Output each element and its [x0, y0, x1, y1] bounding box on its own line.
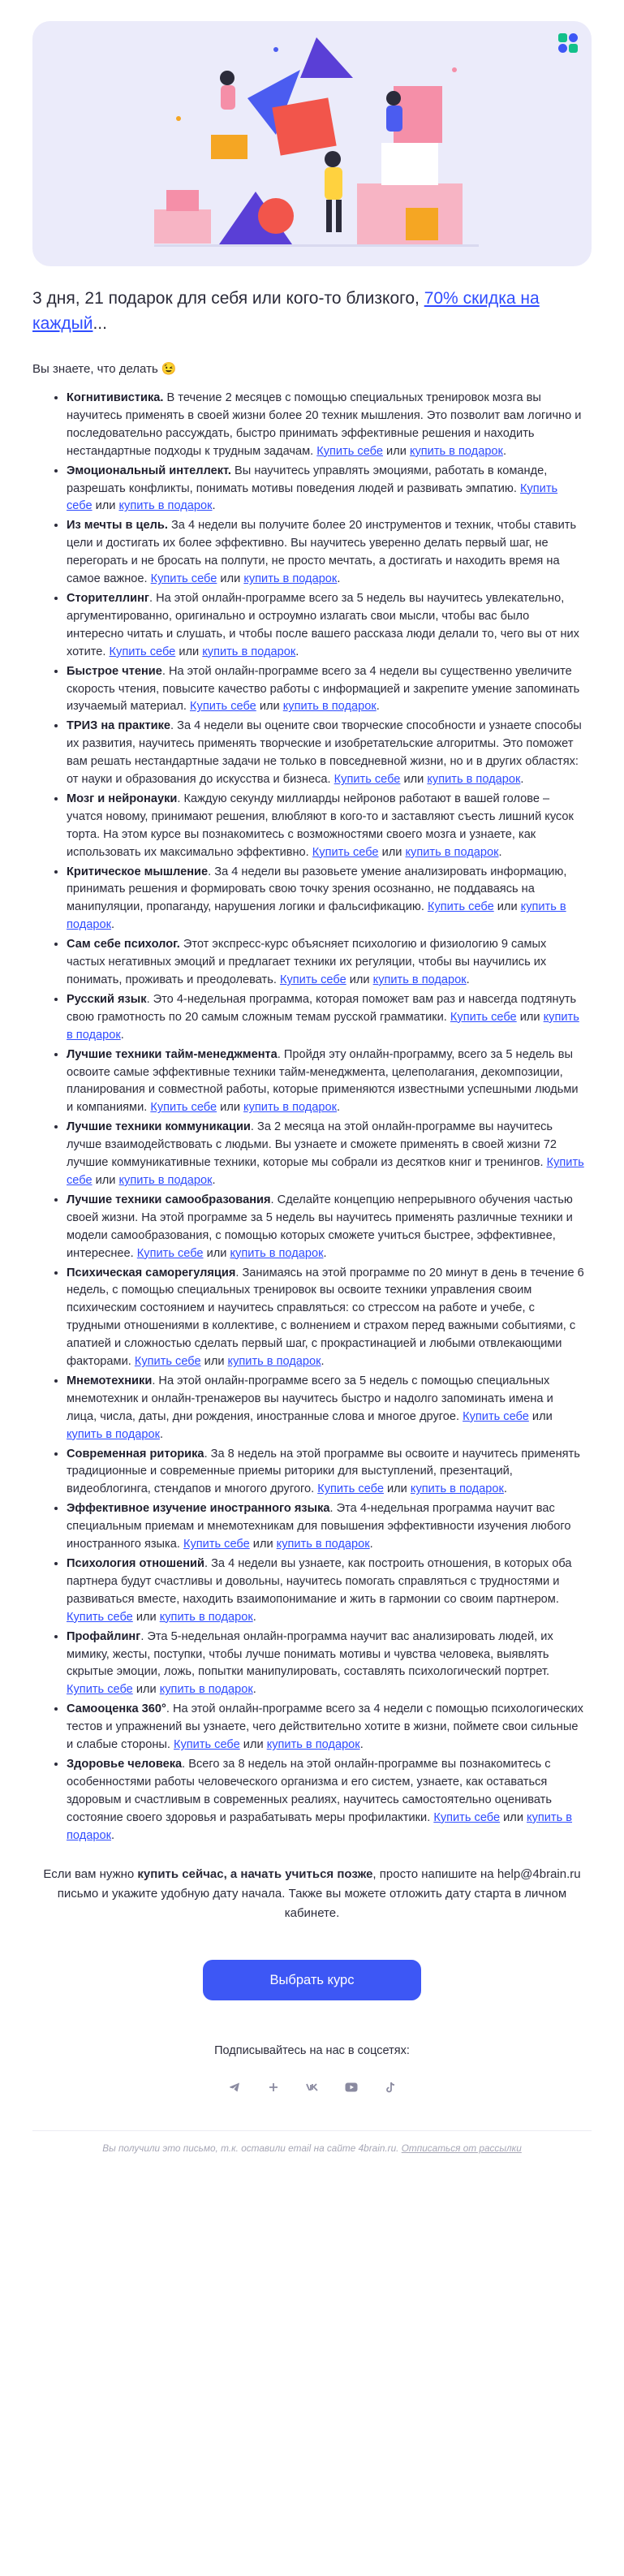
people-building-blocks-illustration — [32, 21, 592, 266]
or-text: или — [132, 1683, 160, 1697]
course-description: . За 8 недель на этой программе вы освоите и научитесь применять традиционные и современные приемы риторики для выступлений, презентаций, видеоблогинга, стендапов и многого другого. — [67, 1447, 580, 1496]
buy-gift-link[interactable]: купить в подарок — [243, 572, 338, 586]
buy-gift-link[interactable]: купить в подарок — [227, 1355, 321, 1369]
course-description: . Каждую секунду миллиарды нейронов работают в вашей голове – учатся новому, принимают решения, влюбляют в кого-то и заставляют съесть лишний кусок торта. На этом курсе вы познакомитесь с возможностями своего мозга и узнаете, как использовать их максимально эффективно. — [67, 792, 574, 859]
course-description: . На этой онлайн-программе всего за 5 недель вы научитесь увлекательно, аргументированно, оригинально и остроумно излагать свои мысли, чтобы вас было интересно читать и слушать, и чтобы после вашего рассказа люди делали то, чего вы от них хотите. — [67, 591, 579, 658]
period: . — [120, 1028, 124, 1042]
hero-banner — [32, 21, 592, 266]
buy-self-link[interactable]: Купить себе — [67, 1610, 133, 1624]
course-item — [67, 1629, 586, 1700]
course-title: Психическая саморегуляция — [67, 1266, 236, 1279]
course-description: В течение 2 месяцев с помощью специальных тренировок мозга вы научитесь применять в своей жизни более 20 техник мышления. Это позволит вам логично и последовательно рассуждать, быстро принимать эффективные решения и находить нестандартные подходы к трудным задачам. — [67, 391, 582, 458]
course-title: Мнемотехники — [67, 1374, 153, 1387]
course-description: . За 4 недели вы оцените свои творческие способности и узнаете способы их развития, научитесь применять творческие и изобретательские алгоритмы. Это поможет вам решать нестандартные задачи не только в повседневной жизни, но и в других областях: от науки и образования до искусства и бизнеса. — [67, 719, 582, 787]
course-description: . На этой онлайн-программе всего за 4 недели с помощью психологических тестов и упражнений вы узнаете, чего действительно хотите в жизни, поймете свои сильные и слабые стороны. — [67, 1702, 583, 1752]
buy-gift-link[interactable]: купить в подарок — [67, 1810, 573, 1842]
course-item — [67, 991, 586, 1045]
or-text: или — [132, 1610, 160, 1624]
or-text: или — [92, 499, 119, 513]
course-item — [67, 1446, 586, 1499]
buy-gift-link[interactable]: купить в подарок — [276, 1538, 370, 1551]
cta-pre: Если вам нужно — [43, 1866, 138, 1881]
buy-self-link[interactable]: Купить себе — [317, 1482, 384, 1496]
tiktok-icon[interactable] — [381, 2078, 399, 2096]
or-text: или — [383, 444, 410, 458]
course-title: Критическое мышление — [67, 865, 209, 878]
course-description: . На этой онлайн-программе всего за 4 недели вы существенно увеличите скорость чтения, повысите качество работы с информацией и закрепите умение запоминать изучаемый материал. — [67, 664, 580, 714]
discount-link[interactable]: 70% скидка на каждый — [32, 289, 540, 333]
period: . — [110, 1828, 115, 1842]
buy-self-link[interactable]: Купить себе — [183, 1538, 250, 1551]
or-text: или — [500, 1810, 527, 1824]
period: . — [337, 572, 341, 586]
course-description: . За 2 месяца на этой онлайн-программе вы научитесь лучше взаимодействовать с людьми. Вы узнаете и сможете применять в своей жизни 72 лучшие коммуникативные техники, которые мы собрали из десятков книг и тренингов. — [67, 1120, 557, 1170]
course-title: Современная риторика — [67, 1447, 204, 1461]
buy-gift-link[interactable]: купить в подарок — [266, 1738, 360, 1752]
unsubscribe-link[interactable]: Отписаться от рассылки — [401, 2142, 522, 2154]
or-text: или — [383, 1482, 411, 1496]
subscribe-text: Подписывайтесь на нас в соцсетях: — [214, 2043, 410, 2057]
or-text: или — [528, 1409, 553, 1423]
course-description: . Всего за 8 недель на этой онлайн-программе вы познакомитесь с особенностями работы человеческого организма и его систем, узнаете, как оставаться здоровым и счастливым в современных реалиях, научитесь самостоятельно оценивать состояние своего здоровья и разрабатывать меры профилактики. — [67, 1757, 552, 1824]
course-item — [67, 864, 586, 935]
or-text: или — [249, 1538, 277, 1551]
or-text: или — [378, 845, 406, 859]
course-description: Этот экспресс-курс объясняет психологию и физиологию 9 самых частых негативных эмоций и предлагает техники их регуляции, чтобы вы научились их понимать, проживать и преодолевать. — [67, 938, 547, 986]
or-text: или — [239, 1738, 267, 1752]
course-description: . Это 4-недельная программа, которая поможет вам раз и навсегда подтянуть свою грамотность по 20 самым сложным темам русской грамматики. — [67, 992, 577, 1024]
buy-gift-link[interactable]: купить в подарок — [67, 900, 566, 932]
buy-self-link[interactable]: Купить себе — [279, 973, 346, 986]
buy-gift-link[interactable]: купить в подарок — [282, 700, 377, 714]
course-title: Мозг и нейронауки — [67, 792, 178, 805]
course-description: . Эта 4-недельная программа научит вас специальным приемам и мнемотехникам для повышения эффективности изучения любого иностранного языка. — [67, 1502, 571, 1551]
buy-gift-link[interactable]: купить в подарок — [372, 973, 467, 986]
course-description: За 4 недели вы получите более 20 инструментов и техник, чтобы ставить цели и достигать их более эффективно. Вы научитесь уверенно делать первый шаг, не перегорать и не бросать на полпути, не просто мечтать, а достигать и находить время на самое важное. — [67, 519, 577, 586]
buy-self-link[interactable]: Купить себе — [463, 1409, 529, 1423]
course-item — [67, 1192, 586, 1263]
buy-self-link[interactable]: Купить себе — [316, 444, 383, 458]
course-title: Лучшие техники самообразования — [67, 1193, 271, 1206]
or-text: или — [256, 700, 283, 714]
period: . — [321, 1355, 325, 1369]
course-title: Быстрое чтение — [67, 664, 162, 678]
period: . — [212, 499, 216, 513]
or-text: или — [217, 1101, 244, 1115]
buy-self-link[interactable]: Купить себе — [190, 700, 256, 714]
course-item — [67, 936, 586, 990]
buy-gift-link[interactable]: купить в подарок — [67, 1010, 579, 1042]
course-title: Самооценка 360° — [67, 1702, 166, 1716]
course-item — [67, 1701, 586, 1754]
course-item — [67, 718, 586, 789]
buy-self-link[interactable]: Купить себе — [450, 1010, 517, 1024]
course-title: Здоровье человека — [67, 1757, 183, 1771]
cta-text — [41, 1865, 583, 1923]
period: . — [466, 973, 470, 986]
email-body — [32, 0, 592, 2154]
course-title: Русский язык — [67, 992, 147, 1006]
button-row — [32, 1960, 592, 2000]
course-title: Лучшие техники тайм-менеджмента — [67, 1047, 278, 1061]
buy-self-link[interactable]: Купить себе — [67, 1683, 133, 1697]
buy-self-link[interactable]: Купить себе — [427, 900, 494, 914]
plus-icon[interactable] — [265, 2078, 282, 2096]
course-description: . За 4 недели вы разовьете умение анализировать информацию, принимать решения и формировать свою точку зрения осознанно, не поддаваясь на манипуляции, пропаганду, нарушения логики и фальсификацию. — [67, 865, 567, 914]
buy-self-link[interactable]: Купить себе — [334, 773, 401, 787]
buy-self-link[interactable]: Купить себе — [312, 845, 379, 859]
vk-icon[interactable] — [303, 2078, 321, 2096]
buy-gift-link[interactable]: купить в подарок — [230, 1246, 324, 1260]
social-links — [32, 2078, 592, 2096]
period: . — [295, 645, 299, 658]
course-item — [67, 1556, 586, 1627]
or-text: или — [92, 1173, 119, 1187]
telegram-icon[interactable] — [226, 2078, 243, 2096]
course-title: Профайлинг — [67, 1629, 141, 1643]
or-text: или — [346, 973, 373, 986]
buy-gift-link[interactable]: купить в подарок — [427, 773, 521, 787]
course-title: Сам себе психолог. — [67, 938, 180, 951]
or-text: или — [175, 645, 203, 658]
buy-gift-link[interactable]: купить в подарок — [409, 444, 503, 458]
buy-self-link[interactable]: Купить себе — [150, 572, 217, 586]
buy-gift-link[interactable]: купить в подарок — [118, 499, 213, 513]
headline-suffix: ... — [93, 314, 107, 333]
course-description: . За 4 недели вы узнаете, как построить отношения, в которых оба партнера будут счастливы и довольны, научитесь помогать справляться с трудностями и развиваться вместе, находить взаимопонимание и жить в гармонии со своим партнером. — [67, 1557, 572, 1606]
cta-post: , просто напишите на help@4brain.ru письмо и укажите удобную дату начала. Также вы можете отложить дату старта в личном кабинете. — [57, 1866, 581, 1920]
lead-text: Вы знаете, что делать 😉 — [32, 362, 177, 376]
course-item — [67, 1046, 586, 1118]
or-text: или — [203, 1246, 230, 1260]
buy-self-link[interactable]: Купить себе — [134, 1355, 201, 1369]
footer — [32, 2142, 592, 2154]
period: . — [323, 1246, 327, 1260]
period: . — [110, 918, 115, 932]
buy-self-link[interactable]: Купить себе — [109, 645, 176, 658]
buy-self-link[interactable]: Купить себе — [150, 1101, 217, 1115]
headline-text: 3 дня, 21 подарок для себя или кого-то близкого, — [32, 289, 424, 308]
course-description: . Занимаясь на этой программе по 20 минут в день в течение 6 недель, с помощью специальных тренировок вы освоите техники управления своим психическим состоянием и научитесь справляться: со стрессом на работе и учебе, с трудными отношениями в коллективе, с волнением и страхом перед важными событиями, с апатией и сложностью сделать первый шаг, с прокрастинацией и любыми отвлекающими факторами. — [67, 1266, 584, 1369]
course-item — [67, 1373, 586, 1444]
course-description: . Пройдя эту онлайн-программу, всего за 5 недель вы освоите самые эффективные техники тайм-менеджмента, целеполагания, декомпозиции, планирования и совместной работы, которые применяются известными успешными людьми и компаниями. — [67, 1047, 579, 1115]
or-text: или — [200, 1355, 228, 1369]
course-title: Когнитивистика. — [67, 391, 164, 404]
course-title: Психология отношений — [67, 1557, 204, 1570]
period: . — [252, 1610, 256, 1624]
course-list — [32, 390, 586, 1845]
period: . — [498, 845, 502, 859]
buy-self-link[interactable]: Купить себе — [136, 1246, 204, 1260]
course-item — [67, 1500, 586, 1554]
period: . — [252, 1683, 256, 1697]
course-item — [67, 1756, 586, 1845]
youtube-icon[interactable] — [342, 2078, 360, 2096]
course-item — [67, 390, 586, 461]
course-description: . Эта 5-недельная онлайн-программа научит вас анализировать людей, их мимику, жесты, поступки, чтобы лучше понимать мотивы и чувства человека, выявлять скрытые эмоции, ложь, попытки манипулировать, составлять психологический портрет. — [67, 1629, 553, 1679]
buy-gift-link[interactable]: купить в подарок — [159, 1683, 253, 1697]
period: . — [369, 1538, 373, 1551]
course-item — [67, 463, 586, 516]
course-title: Лучшие техники коммуникации — [67, 1120, 251, 1134]
or-text: или — [217, 572, 244, 586]
buy-self-link[interactable]: Купить себе — [173, 1738, 240, 1752]
buy-gift-link[interactable]: купить в подарок — [405, 845, 499, 859]
or-text: или — [516, 1010, 544, 1024]
course-title: Эмоциональный интеллект. — [67, 464, 231, 477]
course-item — [67, 1265, 586, 1371]
course-description: Вы научитесь управлять эмоциями, работать в команде, разрешать конфликты, понимать мотивы поведения людей и развивать эмпатию. — [67, 464, 548, 495]
course-title: ТРИЗ на практике — [67, 719, 171, 733]
course-description: . Сделайте концепцию непрерывного обучения частью своей жизни. На этой программе за 5 недель вы научитесь применять различные техники и модели самообразования, с помощью которых сможете учиться быстрее, эффективнее, интереснее. — [67, 1193, 573, 1260]
buy-gift-link[interactable]: купить в подарок — [118, 1173, 213, 1187]
period: . — [520, 773, 524, 787]
course-description: . На этой онлайн-программе всего за 5 недель с помощью специальных мнемотехник и онлайн-тренажеров вы научитесь быстро и надолго запоминать имена и лица, числа, даты, дни рождения, иностранные слова и многое другое. — [67, 1374, 553, 1423]
buy-gift-link[interactable]: купить в подарок — [202, 645, 296, 658]
period: . — [337, 1101, 341, 1115]
course-title: Из мечты в цель. — [67, 519, 168, 533]
course-title: Эффективное изучение иностранного языка — [67, 1502, 330, 1516]
period: . — [212, 1173, 216, 1187]
period: . — [376, 700, 380, 714]
course-item — [67, 590, 586, 662]
or-text: или — [400, 773, 428, 787]
period: . — [160, 1427, 164, 1441]
period: . — [503, 1482, 507, 1496]
buy-self-link[interactable]: Купить себе — [67, 481, 558, 513]
or-text: или — [493, 900, 521, 914]
buy-gift-link[interactable]: купить в подарок — [67, 1427, 160, 1441]
buy-self-link[interactable]: Купить себе — [433, 1810, 501, 1824]
course-item — [67, 1119, 586, 1190]
period: . — [359, 1738, 364, 1752]
headline — [32, 286, 592, 336]
course-item — [67, 663, 586, 717]
buy-self-link[interactable]: Купить себе — [67, 1156, 584, 1187]
course-item — [67, 791, 586, 862]
brain-logo-icon — [556, 31, 580, 55]
footer-divider — [32, 2130, 592, 2131]
choose-course-button[interactable]: Выбрать курс — [203, 1960, 421, 2000]
period: . — [502, 444, 506, 458]
cta-bold: купить сейчас, а начать учиться позже — [137, 1866, 373, 1881]
course-title: Сторителлинг — [67, 591, 149, 605]
buy-gift-link[interactable]: купить в подарок — [159, 1610, 253, 1624]
footer-text: Вы получили это письмо, т.к. оставили email на сайте 4brain.ru. — [102, 2142, 402, 2154]
course-item — [67, 517, 586, 589]
buy-gift-link[interactable]: купить в подарок — [410, 1482, 504, 1496]
buy-gift-link[interactable]: купить в подарок — [243, 1101, 338, 1115]
